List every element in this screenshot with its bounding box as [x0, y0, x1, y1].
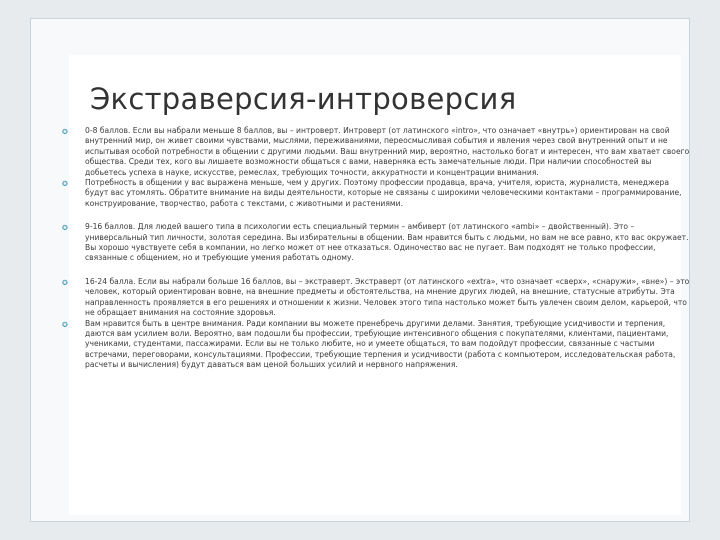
list-item-text: 0-8 баллов. Если вы набрали меньше 8 баллов, вы – интроверт. Интроверт (от латинского «intro», что означает «внутрь») ориентирован на свой внутренний мир, он живет своими чувствами, мыслями, переживаниями, переосмысливая события и явления через свой внутренний опыт и не испытывая особой потребности в общении с другими людьми. Ваш внутренний мир, вероятно, настолько богат и интересен, что вам хватает своего общества. Среди тех, кого вы лишаете возможности общаться с вами, наверняка есть замечательные люди. При наличии способностей вы добьетесь успеха в науке, искусстве, ремеслах, требующих точности, аккуратности и концентрации внимания. [85, 126, 690, 177]
bullet-icon: ✪ [62, 128, 68, 136]
slide-bullet-list [62, 126, 690, 371]
list-item-text: 9-16 баллов. Для людей вашего типа в психологии есть специальный термин – амбиверт (от латинского «ambi» – двойственный). Это – универсальный тип личности, золотая середина. Вы избирательны в общении. Вам нравится быть с людьми, но вам не все равно, кто вас окружает. Вы хорошо чувствуете себя в компании, но легко может от нее отказаться. Одиночество вас не пугает. Вам подходят не только профессии, связанные с общением, но и требующие умения работать одному. [85, 222, 689, 263]
list-item [62, 126, 690, 178]
bullet-icon: ✪ [62, 320, 68, 329]
list-item [62, 319, 690, 371]
list-item [62, 178, 690, 209]
list-item [62, 222, 690, 264]
list-item-text: Вам нравится быть в центре внимания. Ради компании вы можете пренебречь другими делами. Занятия, требующие усидчивости и терпения, даются вам усилием воли. Вероятно, вам подошли бы профессии, требующие интенсивного общения с покупателями, клиентами, пациентами, учениками, студентами, пассажирами. Если вы не только любите, но и умеете общаться, то вам подойдут профессии, связанные с частыми встречами, переговорами, консультациями. Профессии, требующие терпения и усидчивости (работа с компьютером, исследовательская работа, расчеты и вычисления) будут даваться вам ценой больших усилий и нервного напряжения. [85, 318, 676, 370]
list-item-text: 16-24 балла. Если вы набрали больше 16 баллов, вы – экстраверт. Экстраверт (от латинского «extra», что означает «сверх», «снаружи», «вне») – это человек, который ориентирован вовне, на внешние предметы и обстоятельства, на мнение других людей, на внешние, статусные атрибуты. Эта направленность проявляется в его решениях и отношении к жизни. Человек этого типа настолько может быть увлечен своим делом, карьерой, что не обращает внимания на состояние здоровья. [85, 276, 690, 318]
bullet-icon: ✪ [62, 180, 68, 189]
bullet-icon: ✪ [62, 224, 68, 233]
list-item-text: Потребность в общении у вас выражена меньше, чем у других. Поэтому профессии продавца, врача, учителя, юриста, журналиста, менеджера будут вас утомлять. Обратите внимание на виды деятельности, которые не связаны с широкими человеческими контактами – программирование, конструирование, творчество, работа с текстами, с животными и растениями. [85, 178, 682, 208]
slide-title: Экстраверсия-интроверсия [90, 82, 517, 116]
bullet-icon: ✪ [62, 278, 68, 287]
list-item [62, 277, 690, 319]
